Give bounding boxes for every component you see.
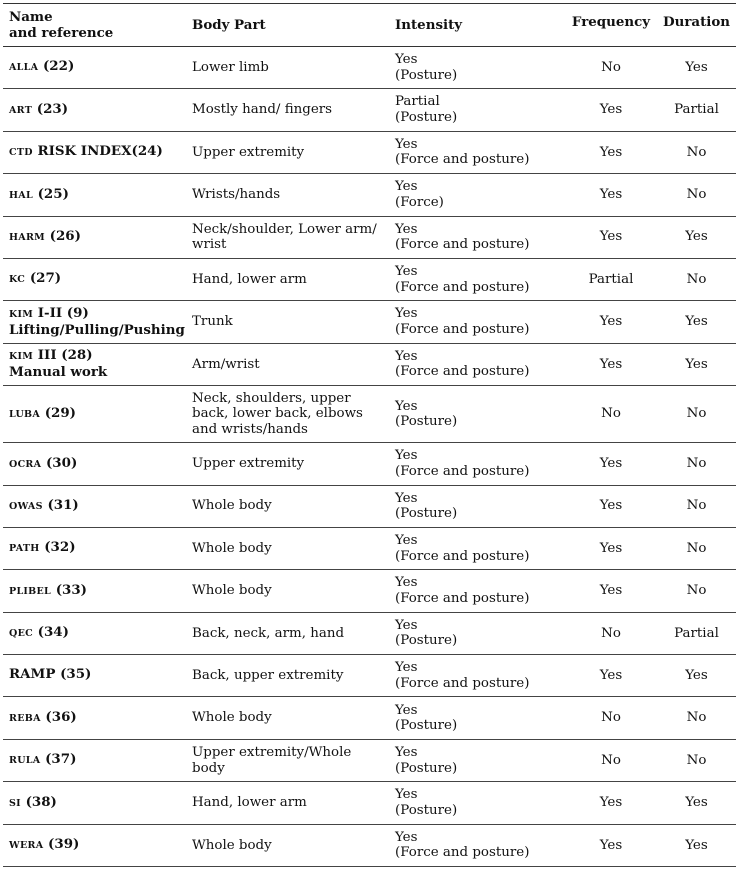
method-name-cell	[3, 739, 186, 781]
frequency-cell: No	[601, 406, 621, 422]
intensity-detail: (Posture)	[395, 802, 458, 818]
header-intensity: Intensity	[395, 17, 463, 34]
intensity-cell	[389, 697, 565, 739]
body-part-cell: Back, neck, arm, hand	[192, 625, 345, 641]
body-part-cell: Neck/shoulder, Lower arm/ wrist	[192, 221, 377, 253]
table-body	[3, 47, 736, 867]
intensity-detail: (Posture)	[395, 110, 458, 126]
intensity-value: Yes	[395, 398, 418, 414]
duration-cell: Partial	[674, 625, 719, 641]
intensity-value: Yes	[395, 787, 418, 803]
method-reference: (30)	[41, 454, 78, 471]
method-reference: (37)	[40, 751, 77, 768]
duration-cell: Partial	[674, 102, 719, 118]
method-abbreviation: HARM	[9, 231, 45, 243]
method-reference: RISK INDEX(24)	[32, 143, 163, 160]
method-name-cell	[3, 343, 186, 385]
body-part-cell: Upper extremity	[192, 456, 305, 472]
intensity-value: Partial	[395, 94, 440, 110]
table-row	[3, 655, 736, 697]
method-abbreviation: ART	[9, 104, 33, 116]
intensity-detail: (Posture)	[395, 718, 458, 734]
method-abbreviation: SI	[9, 797, 21, 809]
intensity-cell	[389, 443, 565, 485]
body-part-cell: Hand, lower arm	[192, 795, 307, 811]
method-name	[9, 795, 180, 812]
method-abbreviation: OCRA	[9, 458, 42, 470]
intensity-value: Yes	[395, 306, 418, 322]
intensity-detail: (Force)	[395, 194, 444, 210]
duration-cell: No	[686, 456, 707, 472]
duration-cell: No	[686, 144, 707, 160]
method-name	[9, 348, 180, 365]
method-name-cell	[3, 443, 186, 485]
intensity-value: Yes	[395, 575, 418, 591]
method-abbreviation: KIM	[9, 351, 34, 363]
intensity-value: Yes	[395, 702, 418, 718]
intensity-detail: (Force and posture)	[395, 237, 530, 253]
method-abbreviation: LUBA	[9, 408, 41, 420]
duration-cell: No	[686, 540, 707, 556]
body-part-cell: Wrists/hands	[192, 187, 281, 203]
intensity-detail: (Force and posture)	[395, 845, 530, 861]
method-reference: I-II (9)	[33, 304, 89, 321]
duration-cell: No	[686, 752, 707, 768]
table-row	[3, 216, 736, 258]
method-reference: (36)	[40, 708, 77, 725]
method-name	[9, 837, 180, 854]
header-row	[3, 4, 736, 47]
body-part-cell: Upper extremity	[192, 144, 305, 160]
table-row	[3, 443, 736, 485]
frequency-cell: Yes	[599, 498, 623, 514]
method-reference: (38)	[20, 793, 57, 810]
table-row	[3, 89, 736, 131]
intensity-value: Yes	[395, 617, 418, 633]
intensity-detail: (Posture)	[395, 506, 458, 522]
method-name-cell	[3, 47, 186, 89]
intensity-cell	[389, 386, 565, 443]
intensity-detail: (Posture)	[395, 414, 458, 430]
method-name	[9, 102, 180, 119]
method-name	[9, 625, 180, 642]
intensity-cell	[389, 131, 565, 173]
intensity-value: Yes	[395, 829, 418, 845]
intensity-value: Yes	[395, 448, 418, 464]
method-reference: (29)	[40, 404, 77, 421]
frequency-cell: Yes	[599, 187, 623, 203]
frequency-cell: Yes	[599, 229, 623, 245]
method-reference: RAMP (35)	[9, 666, 92, 683]
method-abbreviation: WERA	[9, 840, 44, 852]
header-frequency: Frequency	[571, 14, 651, 31]
method-subtitle: Lifting/Pulling/Pushing	[9, 321, 185, 338]
table-row	[3, 131, 736, 173]
table-row	[3, 174, 736, 216]
body-part-cell: Whole body	[192, 710, 272, 726]
intensity-cell	[389, 174, 565, 216]
body-part-cell: Back, upper extremity	[192, 667, 344, 683]
method-name	[9, 406, 180, 423]
body-part-cell: Whole body	[192, 837, 272, 853]
frequency-cell: Yes	[599, 314, 623, 330]
method-reference: (27)	[25, 270, 62, 287]
duration-cell: No	[686, 187, 707, 203]
intensity-detail: (Force and posture)	[395, 364, 530, 380]
frequency-cell: Yes	[599, 540, 623, 556]
frequency-cell: Yes	[599, 102, 623, 118]
method-name	[9, 144, 180, 161]
method-name	[9, 306, 180, 323]
method-reference: (31)	[42, 496, 79, 513]
method-reference: (39)	[43, 836, 80, 853]
intensity-detail: (Force and posture)	[395, 279, 530, 295]
intensity-cell	[389, 47, 565, 89]
intensity-cell	[389, 612, 565, 654]
body-part-cell: Trunk	[192, 314, 233, 330]
duration-cell: No	[686, 406, 707, 422]
method-name-cell	[3, 386, 186, 443]
method-name	[9, 498, 180, 515]
method-name	[9, 271, 180, 288]
intensity-cell	[389, 655, 565, 697]
intensity-value: Yes	[395, 221, 418, 237]
method-abbreviation: OWAS	[9, 500, 43, 512]
method-abbreviation: CTD	[9, 147, 33, 159]
method-subtitle: Manual work	[9, 363, 108, 380]
method-name-cell	[3, 612, 186, 654]
header-body-part: Body Part	[192, 17, 266, 34]
intensity-cell	[389, 89, 565, 131]
method-abbreviation: REBA	[9, 712, 41, 724]
intensity-cell	[389, 782, 565, 824]
duration-cell: Yes	[685, 795, 708, 811]
method-reference: (25)	[32, 185, 69, 202]
method-name-cell	[3, 485, 186, 527]
method-name-cell	[3, 131, 186, 173]
duration-cell: Yes	[685, 837, 708, 853]
method-name	[9, 667, 180, 684]
body-part-cell: Whole body	[192, 583, 272, 599]
frequency-cell: Yes	[599, 667, 623, 683]
duration-cell: Yes	[685, 356, 708, 372]
method-name	[9, 456, 180, 473]
method-name	[9, 583, 180, 600]
intensity-cell	[389, 216, 565, 258]
method-reference: (26)	[44, 227, 81, 244]
duration-cell: No	[686, 271, 707, 287]
intensity-cell	[389, 301, 565, 343]
body-part-cell: Lower limb	[192, 59, 269, 75]
method-abbreviation: ALLA	[9, 62, 39, 74]
method-abbreviation: KIM	[9, 308, 34, 320]
table-row	[3, 258, 736, 300]
method-name-cell	[3, 824, 186, 866]
table-row	[3, 782, 736, 824]
method-name-cell	[3, 89, 186, 131]
header-name	[3, 4, 186, 47]
body-part-cell: Neck, shoulders, upper back, lower back, elbows and wrists/hands	[192, 390, 363, 437]
intensity-value: Yes	[395, 136, 418, 152]
table-row	[3, 527, 736, 569]
method-name-cell	[3, 782, 186, 824]
intensity-detail: (Force and posture)	[395, 590, 530, 606]
method-reference: (34)	[32, 624, 69, 641]
table-row	[3, 343, 736, 385]
method-name	[9, 229, 180, 246]
body-part-cell: Upper extremity/Whole body	[192, 744, 352, 776]
body-part-cell: Mostly hand/ fingers	[192, 102, 333, 118]
header-duration: Duration	[663, 14, 731, 31]
intensity-cell	[389, 739, 565, 781]
table-row	[3, 697, 736, 739]
method-reference: (33)	[51, 581, 87, 598]
table-row	[3, 485, 736, 527]
method-name-cell	[3, 301, 186, 343]
frequency-cell: Yes	[599, 356, 623, 372]
intensity-cell	[389, 258, 565, 300]
intensity-cell	[389, 343, 565, 385]
header-name-line2: and reference	[9, 25, 114, 41]
method-name-cell	[3, 655, 186, 697]
method-reference: (32)	[39, 539, 76, 556]
frequency-cell: Partial	[588, 271, 634, 287]
frequency-cell: Yes	[599, 456, 623, 472]
duration-cell: No	[686, 710, 707, 726]
frequency-cell: No	[601, 752, 621, 768]
method-name-cell	[3, 697, 186, 739]
duration-cell: No	[686, 583, 707, 599]
method-name	[9, 710, 180, 727]
intensity-detail: (Force and posture)	[395, 152, 530, 168]
body-part-cell: Hand, lower arm	[192, 271, 307, 287]
intensity-value: Yes	[395, 533, 418, 548]
intensity-detail: (Posture)	[395, 760, 458, 776]
method-name-cell	[3, 174, 186, 216]
method-abbreviation: HAL	[9, 189, 33, 201]
intensity-detail: (Force and posture)	[395, 463, 530, 479]
intensity-cell	[389, 824, 565, 866]
intensity-value: Yes	[395, 744, 418, 760]
table-row	[3, 570, 736, 612]
intensity-value: Yes	[395, 264, 418, 280]
frequency-cell: No	[601, 59, 621, 75]
method-name-cell	[3, 527, 186, 569]
duration-cell: No	[686, 498, 707, 514]
intensity-value: Yes	[395, 660, 418, 676]
method-name	[9, 752, 180, 769]
intensity-cell	[389, 485, 565, 527]
method-abbreviation: PLIBEL	[9, 585, 52, 597]
intensity-cell	[389, 570, 565, 612]
frequency-cell: Yes	[599, 583, 623, 599]
intensity-value: Yes	[395, 490, 418, 506]
method-reference: III (28)	[33, 347, 93, 364]
header-name-line1: Name	[9, 9, 53, 26]
table-row	[3, 739, 736, 781]
table-row	[3, 824, 736, 866]
method-name	[9, 187, 180, 204]
method-abbreviation: QEC	[9, 628, 33, 640]
frequency-cell: Yes	[599, 795, 623, 811]
table-row	[3, 386, 736, 443]
table-row	[3, 612, 736, 654]
body-part-cell: Arm/wrist	[192, 356, 260, 372]
intensity-value: Yes	[395, 52, 418, 68]
intensity-detail: (Posture)	[395, 67, 458, 83]
frequency-cell: No	[601, 625, 621, 641]
method-reference: (22)	[38, 58, 75, 75]
duration-cell: Yes	[685, 229, 708, 245]
method-name-cell	[3, 258, 186, 300]
frequency-cell: No	[601, 710, 621, 726]
method-abbreviation: KC	[9, 274, 26, 286]
method-name-cell	[3, 570, 186, 612]
frequency-cell: Yes	[599, 837, 623, 853]
table-row	[3, 47, 736, 89]
frequency-cell: Yes	[599, 144, 623, 160]
intensity-detail: (Posture)	[395, 633, 458, 649]
method-reference: (23)	[32, 100, 69, 117]
table-row	[3, 301, 736, 343]
method-name-cell	[3, 216, 186, 258]
intensity-cell	[389, 527, 565, 569]
intensity-value: Yes	[395, 179, 418, 195]
intensity-detail: (Force and posture)	[395, 322, 530, 338]
method-name	[9, 59, 180, 76]
intensity-detail: (Force and posture)	[395, 548, 530, 564]
ergonomic-methods-table	[3, 3, 736, 867]
duration-cell: Yes	[685, 59, 708, 75]
body-part-cell: Whole body	[192, 540, 272, 556]
method-abbreviation: RULA	[9, 755, 41, 767]
method-abbreviation: PATH	[9, 543, 40, 555]
duration-cell: Yes	[685, 667, 708, 683]
body-part-cell: Whole body	[192, 498, 272, 514]
method-name	[9, 540, 180, 557]
duration-cell: Yes	[685, 314, 708, 330]
intensity-detail: (Force and posture)	[395, 675, 530, 691]
intensity-value: Yes	[395, 348, 418, 364]
